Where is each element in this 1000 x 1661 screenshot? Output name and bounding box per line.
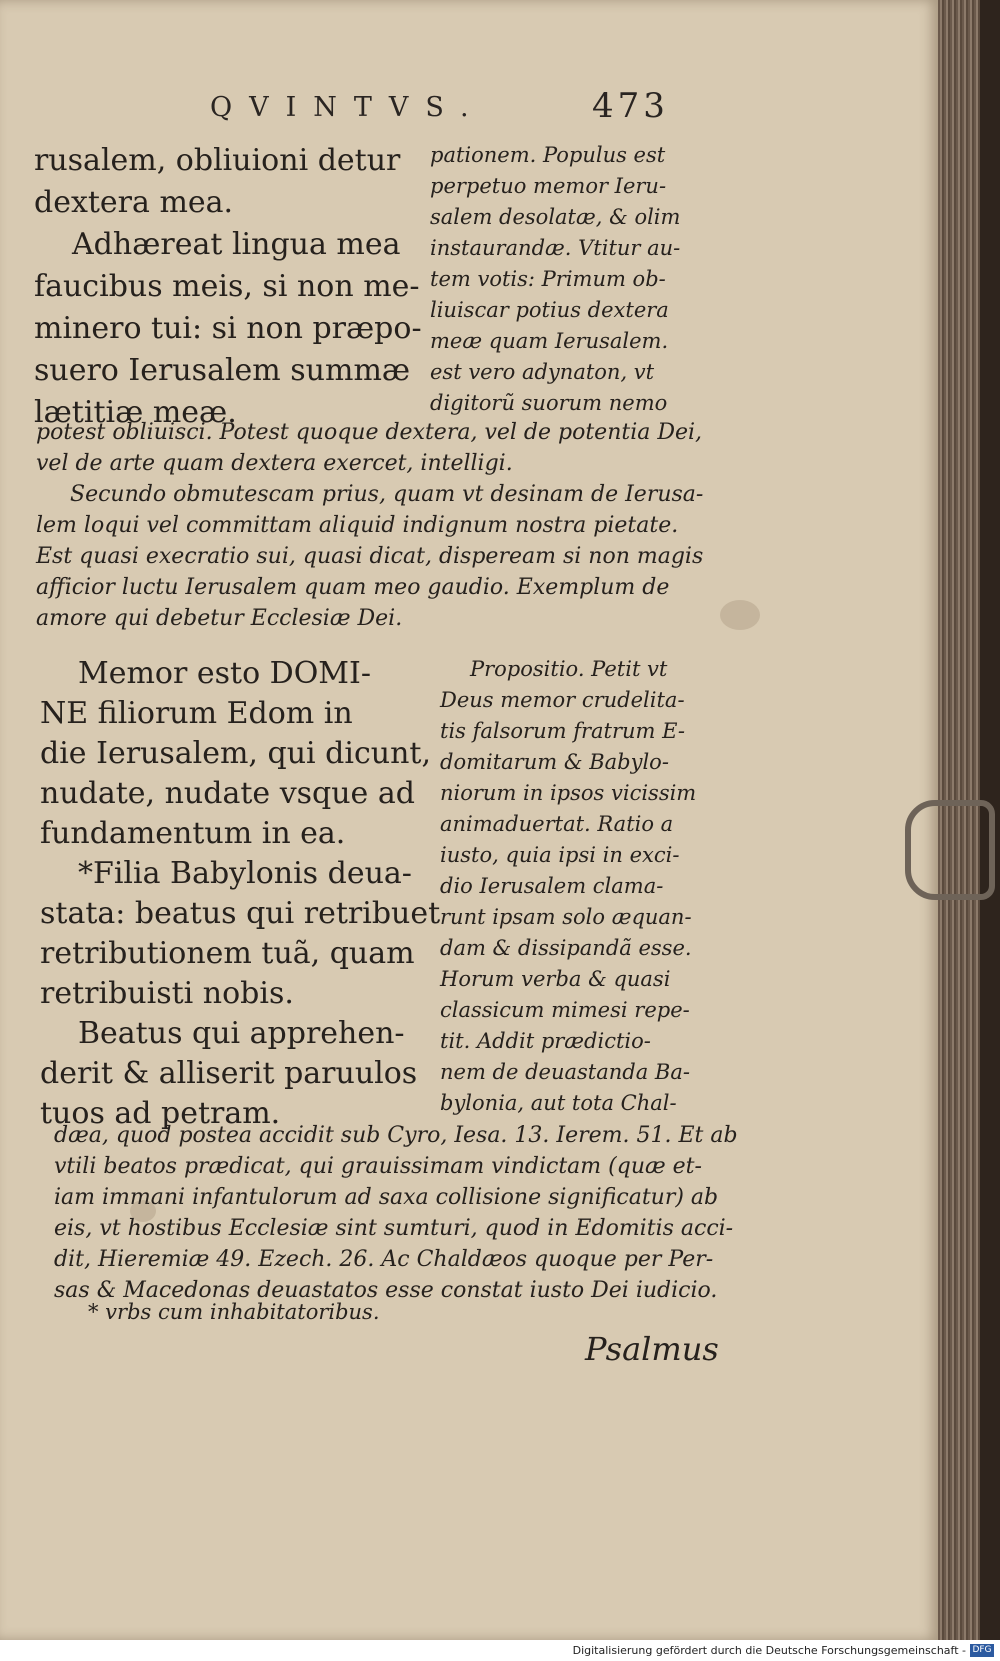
verse-column-1 (34, 140, 422, 434)
commentary-line: digitorũ suorum nemo (430, 391, 668, 415)
verse-line: derit & alliserit paruulos (40, 1056, 418, 1091)
verse-line: *Filia Babylonis deua- (78, 856, 412, 891)
verse-line: retributionem tuã, quam (40, 936, 415, 971)
page-number: 473 (592, 86, 669, 126)
commentary-line: tem votis: Primum ob- (430, 267, 666, 291)
commentary-line: Secundo obmutescam prius, quam vt desinam de Ierusa- (70, 482, 704, 507)
commentary-line: est vero adynaton, vt (430, 360, 655, 384)
page-header (210, 86, 690, 132)
verse-line: Memor esto DOMI- (78, 656, 372, 691)
verse-line: suero Ierusalem summæ (34, 353, 411, 388)
verse-line: stata: beatus qui retribuet (40, 896, 441, 931)
commentary-column-2 (440, 654, 696, 1119)
verse-column-2 (40, 654, 440, 1134)
commentary-line: runt ipsam solo æquan- (440, 905, 692, 929)
commentary-line: nem de deuastanda Ba- (440, 1060, 690, 1084)
commentary-line: classicum mimesi repe- (440, 998, 690, 1022)
verse-line: lætitiæ meæ. (34, 395, 237, 430)
commentary-line: tit. Addit prædictio- (440, 1029, 651, 1053)
footnote: * vrbs cum inhabitatoribus. (88, 1300, 380, 1324)
commentary-line: Horum verba & quasi (440, 967, 671, 991)
verse-line: dextera mea. (34, 185, 234, 220)
verse-line: retribuisti nobis. (40, 976, 294, 1011)
commentary-line: dam & dissipandã esse. (440, 936, 692, 960)
commentary-line: dit, Hieremiæ 49. Ezech. 26. Ac Chaldæos quoque per Per- (54, 1247, 714, 1272)
commentary-line: domitarum & Babylo- (440, 750, 669, 774)
verse-line: Beatus qui apprehen- (78, 1016, 405, 1051)
commentary-line: liuiscar potius dextera (430, 298, 669, 322)
commentary-line: dæa, quod postea accidit sub Cyro, Iesa. 13. Ierem. 51. Et ab (54, 1123, 738, 1148)
commentary-line: Deus memor crudelita- (440, 688, 685, 712)
commentary-line: bylonia, aut tota Chal- (440, 1091, 677, 1115)
commentary-line: niorum in ipsos vicissim (440, 781, 697, 805)
commentary-line: vtili beatos prædicat, qui grauissimam vindictam (quæ et- (54, 1154, 702, 1179)
commentary-paragraph-2 (54, 1120, 738, 1306)
commentary-line: Est quasi execratio sui, quasi dicat, dispeream si non magis (36, 544, 704, 569)
commentary-line: afficior luctu Ierusalem quam meo gaudio. Exemplum de (36, 575, 670, 600)
dfg-logo-icon: DFG (970, 1644, 994, 1657)
book-clasp (905, 800, 995, 900)
stain (720, 600, 760, 630)
verse-line: fundamentum in ea. (40, 816, 346, 851)
commentary-line: salem desolatæ, & olim (430, 205, 681, 229)
verse-line: nudate, nudate vsque ad (40, 776, 415, 811)
verse-line: minero tui: si non præpo- (34, 311, 422, 346)
commentary-line: iusto, quia ipsi in exci- (440, 843, 680, 867)
commentary-line: pationem. Populus est (430, 143, 666, 167)
commentary-line: amore qui debetur Ecclesiæ Dei. (36, 606, 403, 631)
commentary-line: Propositio. Petit vt (470, 657, 668, 681)
commentary-line: sas & Macedonas deuastatos esse constat iusto Dei iudicio. (54, 1278, 718, 1303)
catchword: Psalmus (585, 1330, 719, 1368)
commentary-line: iam immani infantulorum ad saxa collisione significatur) ab (54, 1185, 719, 1210)
commentary-line: perpetuo memor Ieru- (430, 174, 667, 198)
verse-line: faucibus meis, si non me- (34, 269, 420, 304)
commentary-column-1 (430, 140, 680, 419)
commentary-line: dio Ierusalem clama- (440, 874, 664, 898)
commentary-line: meæ quam Ierusalem. (430, 329, 669, 353)
commentary-line: lem loqui vel committam aliquid indignum nostra pietate. (36, 513, 679, 538)
commentary-line: instaurandæ. Vtitur au- (430, 236, 681, 260)
running-title: QVINTVS. (210, 92, 486, 123)
verse-line: die Ierusalem, qui dicunt, (40, 736, 431, 771)
verse-line: NE filiorum Edom in (40, 696, 353, 731)
commentary-paragraph-1 (36, 417, 703, 634)
footer-credit: Digitalisierung gefördert durch die Deutsche Forschungsgemeinschaft - (572, 1644, 966, 1657)
verse-line: tuos ad petram. (40, 1096, 281, 1131)
verse-line: Adhæreat lingua mea (72, 227, 401, 262)
commentary-line: animaduertat. Ratio a (440, 812, 674, 836)
commentary-line: potest obliuisci. Potest quoque dextera, vel de potentia Dei, (36, 420, 703, 445)
verse-line: rusalem, obliuioni detur (34, 143, 401, 178)
commentary-line: eis, vt hostibus Ecclesiæ sint sumturi, quod in Edomitis acci- (54, 1216, 734, 1241)
commentary-line: tis falsorum fratrum E- (440, 719, 685, 743)
commentary-line: vel de arte quam dextera exercet, intelligi. (36, 451, 513, 476)
